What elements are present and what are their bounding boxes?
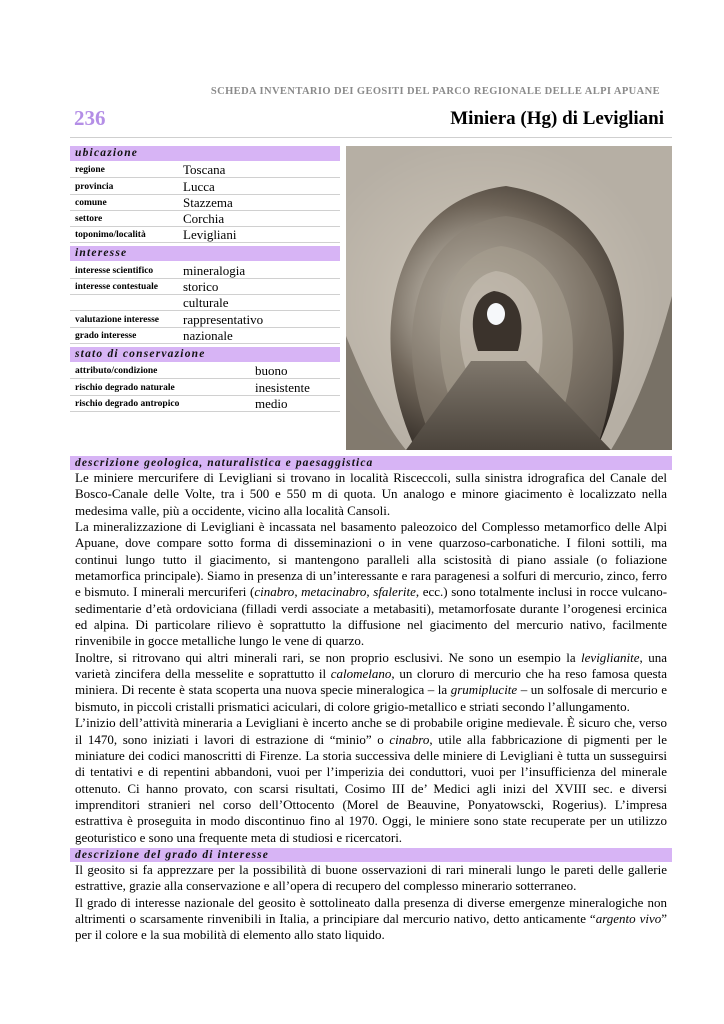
row-label: rischio degrado antropico — [75, 398, 180, 409]
mineral-name: calomelano — [330, 666, 392, 682]
info-table — [70, 146, 340, 412]
text-run: , utile alla fabbricazione di pigmenti per le miniature dei codici manoscritti di Firenze. La storia successiva delle miniere di Levigliani è tutta un susseguirsi di tentativi e di repentini abbandoni, vuoi per l’imperizia dei conduttori, vuoi per l’insufficienza del minerale ottenuto. Ci hanno provato, con scarsi risultati, Cosimo III de’ Medici agli inizi del XVIII sec. e diversi imprenditori stranieri nel corso dell’Ottocento (Morel de Beauvine, Ponyatowscki, Rogerius). L’impresa estrattiva è proseguita in modo discontinuo fino al 1970. Oggi, le miniere sono state recuperate per un utilizzo geoturistico e sono una frequente meta di studiosi e ricercatori. — [75, 731, 667, 845]
text-run: , una varietà zincifera della messelite e soprattutto il — [75, 649, 667, 682]
sheet-title: Miniera (Hg) di Levigliani — [450, 108, 664, 129]
header-divider — [70, 137, 672, 138]
interesse-row — [70, 311, 340, 327]
row-label: interesse contestuale — [75, 282, 158, 293]
text-run: La mineralizzazione di Levigliani è incassata nel basamento paleozoico del Complesso metamorfico delle Alpi Apuane, dove compare sotto forma di disseminazioni o in vene quarzoso-carbonatiche. I filoni sottili, ma continui lungo tutto il giacimento, si mantengono paralleli alla scistosità di piano assiale (o foliazione metamorfica principale). Siamo in presenza di un’interessante e rara paragenesi a solfuri di mercurio, zinco, ferro e bismuto. I minerali mercuriferi ( — [75, 519, 667, 600]
interesse-row — [70, 328, 340, 344]
text-run: Il grado di interesse nazionale del geosito è sottolineato dalla presenza di diverse emergenze mineralogiche non altrimenti o scarsamente rinvenibili in Italia, a principiare dal mercurio nativo, detto anticamente “ — [75, 894, 667, 927]
text-run: , ecc.) sono totalmente inclusi in rocce vulcano-sedimentarie d’età ordoviciana (filladi verdi associate a metabasiti), metamorfosate durante l’orogenesi ercinica ed alpina. Di particolare rilievo è soprattutto la diffusione nel giacimento del mercurio nativo, facilmente rinvenibile in gocce metalliche lungo le vene di quarzo. — [75, 584, 668, 649]
text-run: , — [366, 584, 374, 600]
mineral-name: grumiplucite — [450, 682, 518, 698]
row-label: settore — [75, 214, 103, 225]
grado-paragraph: Il geosito si fa apprezzare per la possibilità di buone osservazioni di rari minerali lungo le pareti delle gallerie estrattive, grazie alla conservazione e all’opera di recupero del complesso minerario sotterraneo. — [75, 862, 667, 894]
interesse-row — [70, 295, 340, 311]
row-label: comune — [75, 197, 107, 208]
text-run: , — [294, 584, 302, 600]
interesse-row — [70, 262, 340, 278]
mineral-name: sfalerite — [373, 584, 416, 600]
conservazione-row — [70, 379, 340, 395]
mineral-name: cinabro — [389, 731, 430, 747]
series-header: SCHEDA INVENTARIO DEI GEOSITI DEL PARCO REGIONALE DELLE ALPI APUANE — [210, 86, 660, 97]
mineral-name: cinabro — [254, 584, 295, 600]
ubicazione-row — [70, 211, 340, 227]
row-value: Corchia — [183, 211, 225, 227]
text-run: ” per il colore e la sua mobilità di elemento allo stato liquido. — [75, 911, 667, 943]
row-value: mineralogia — [183, 262, 246, 278]
italic-term: argento vivo — [595, 911, 662, 927]
descrizione-paragraph: Le miniere mercurifere di Levigliani si trovano in località Risceccoli, sulla sinistra idrografica del Canale del Bosco-Canale delle Volte, tra i 500 e 550 m di quota. Un analogo e minore giacimento è localizzato nella medesima valle, più a occidente, vicino alla località Cansoli. — [75, 470, 667, 518]
mineral-name: metacinabro — [301, 584, 367, 600]
sheet-number: 236 — [74, 106, 106, 130]
row-label: grado interesse — [75, 330, 137, 341]
descrizione-heading: descrizione geologica, naturalistica e paesaggistica — [70, 456, 672, 470]
descrizione-paragraph — [75, 650, 667, 715]
descrizione-text — [75, 470, 667, 846]
conservazione-row — [70, 396, 340, 412]
text-run: Inoltre, si ritrovano qui altri minerali rari, se non proprio esclusivi. Ne sono un esempio la — [75, 649, 582, 665]
grado-heading: descrizione del grado di interesse — [70, 848, 672, 862]
row-label: interesse scientifico — [75, 265, 154, 276]
row-label: toponimo/località — [75, 230, 146, 241]
row-value: Lucca — [183, 178, 215, 194]
row-value: culturale — [183, 295, 229, 311]
row-value: buono — [255, 363, 288, 379]
descrizione-paragraph — [75, 715, 667, 846]
ubicazione-heading: ubicazione — [70, 146, 340, 161]
row-value: nazionale — [183, 327, 233, 343]
conservazione-heading: stato di conservazione — [70, 347, 340, 362]
mine-tunnel-photo — [346, 146, 672, 450]
tunnel-illustration — [346, 146, 672, 450]
row-label: attributo/condizione — [75, 366, 158, 377]
row-value: Stazzema — [183, 194, 233, 210]
text-run: – un solfosale di mercurio e bismuto, in piccoli cristalli prismatici aciculari, di colore grigio-metallico e striati secondo l’allungamento. — [75, 682, 668, 714]
grado-paragraph — [75, 895, 667, 944]
text-run: , un cloruro di mercurio che ha reso famosa questa miniera. Di recente è stata scoperta una nuova specie mineralogica – la — [75, 666, 667, 698]
descrizione-paragraph — [75, 519, 667, 650]
ubicazione-row — [70, 227, 340, 243]
grado-text — [75, 862, 667, 944]
row-value: inesistente — [255, 379, 310, 395]
row-value: Toscana — [183, 162, 226, 178]
tunnel-light — [487, 303, 505, 325]
row-value: storico — [183, 279, 219, 295]
mineral-name: leviglianite — [581, 649, 640, 665]
row-value: rappresentativo — [183, 311, 264, 327]
row-label: regione — [75, 165, 105, 176]
row-value: medio — [255, 395, 288, 411]
ubicazione-row — [70, 178, 340, 194]
conservazione-row — [70, 363, 340, 379]
text-run: L’inizio dell’attività mineraria a Levigliani è incerto anche se di probabile origine medievale. È sicuro che, verso il 1470, sono iniziati i lavori di estrazione di “minio” o — [75, 715, 667, 747]
ubicazione-row — [70, 162, 340, 178]
row-label: rischio degrado naturale — [75, 382, 175, 393]
interesse-heading: interesse — [70, 246, 340, 261]
row-label: valutazione interesse — [75, 314, 159, 325]
ubicazione-row — [70, 195, 340, 211]
row-value: Levigliani — [183, 227, 237, 243]
interesse-row — [70, 279, 340, 295]
row-label: provincia — [75, 181, 114, 192]
